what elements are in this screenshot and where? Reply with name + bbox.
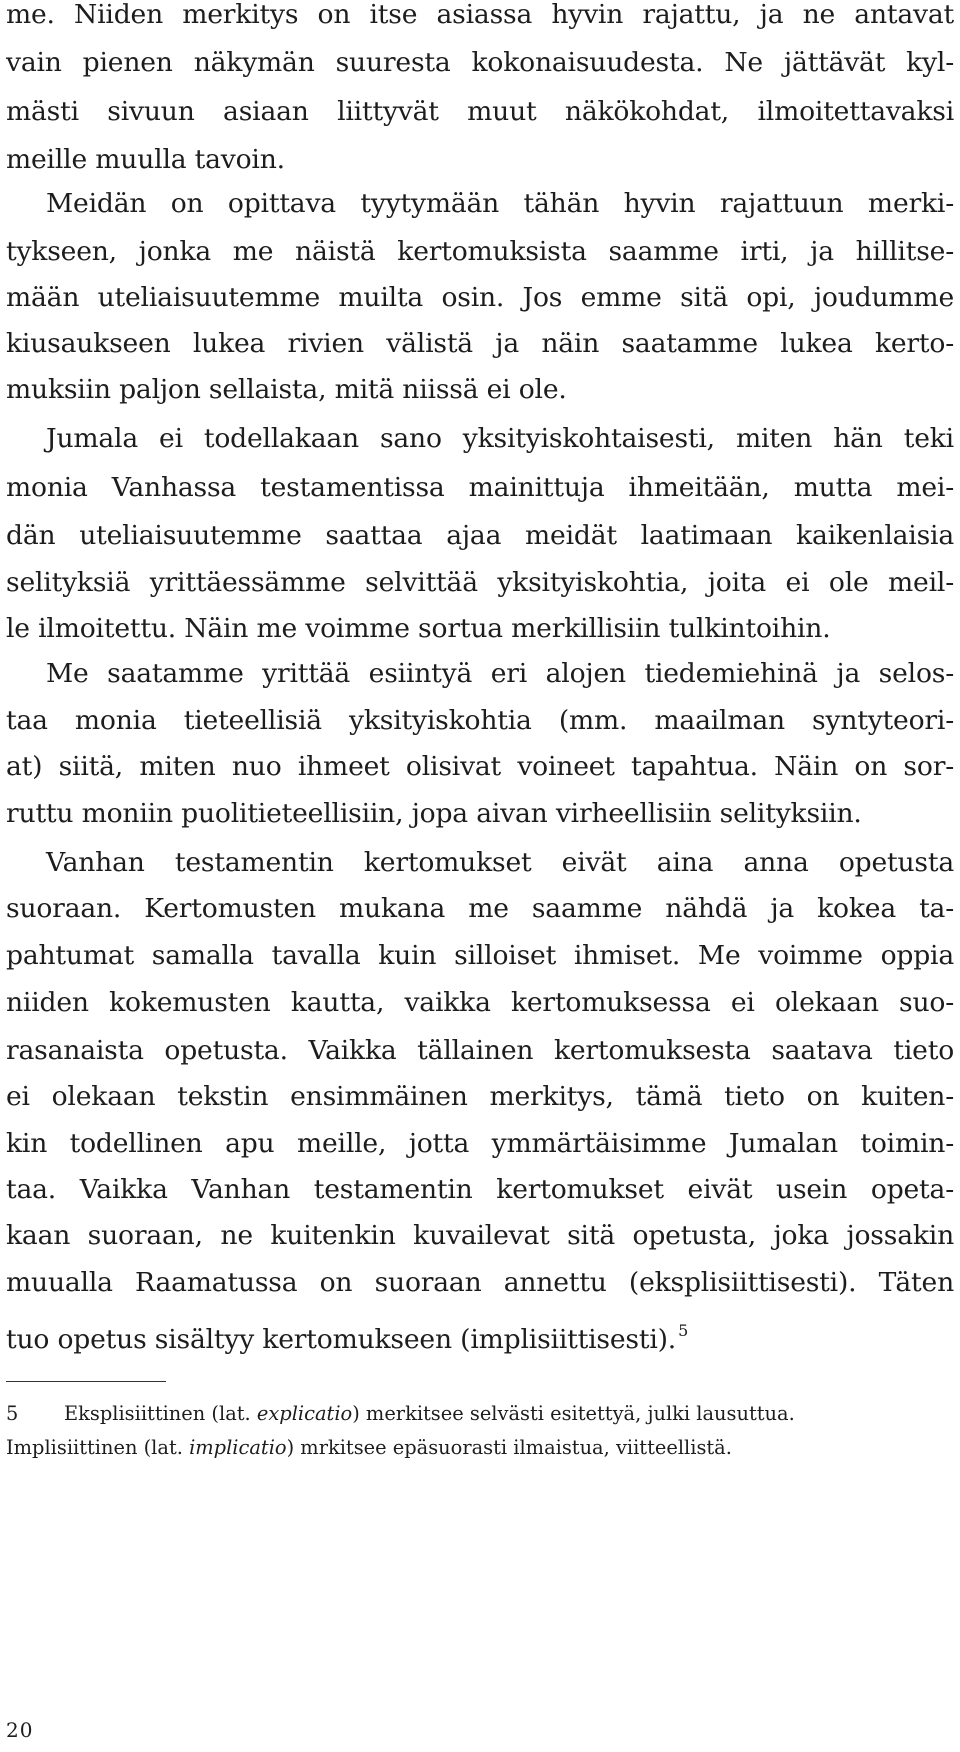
body-line: monia Vanhassa testamentissa mainittuja ihmeitään, mutta mei- (6, 472, 954, 503)
body-line: taa monia tieteellisiä yksityiskohtia (mm. maailman syntyteori- (6, 705, 954, 736)
body-line: ruttu moniin puolitieteellisiin, jopa aivan virheellisiin selityksiin. (6, 798, 862, 829)
body-line: selityksiä yrittäessämme selvittää yksityiskohtia, joita ei ole meil- (6, 567, 954, 598)
body-line: vain pienen näkymän suuresta kokonaisuudesta. Ne jättävät kyl- (6, 47, 954, 78)
footnote-text: Eksplisiittinen (lat. (64, 1402, 257, 1425)
body-line: le ilmoitettu. Näin me voimme sortua merkillisiin tulkintoihin. (6, 613, 831, 644)
body-line: tykseen, jonka me näistä kertomuksista saamme irti, ja hillitse- (6, 236, 954, 267)
body-line: me. Niiden merkitys on itse asiassa hyvin rajattu, ja ne antavat (6, 0, 954, 30)
footnote-number: 5 (6, 1402, 19, 1425)
body-line: muksiin paljon sellaista, mitä niissä ei ole. (6, 374, 567, 405)
body-line: Meidän on opittava tyytymään tähän hyvin rajattuun merki- (46, 188, 954, 219)
body-line: Jumala ei todellakaan sano yksityiskohtaisesti, miten hän teki (46, 423, 954, 454)
body-line: kiusaukseen lukea rivien välistä ja näin saatamme lukea kerto- (6, 328, 954, 359)
body-line: taa. Vaikka Vanhan testamentin kertomukset eivät usein opeta- (6, 1174, 954, 1205)
body-line: at) siitä, miten nuo ihmeet olisivat voineet tapahtua. Näin on sor- (6, 751, 954, 782)
footnote-text: Implisiittinen (lat. (6, 1436, 190, 1459)
body-line: pahtumat samalla tavalla kuin silloiset ihmiset. Me voimme oppia (6, 940, 954, 971)
page-number: 20 (6, 1718, 34, 1742)
footnote-term: implicatio (189, 1436, 287, 1459)
body-line: meille muulla tavoin. (6, 144, 285, 175)
body-line: dän uteliaisuutemme saattaa ajaa meidät laatimaan kaikenlaisia (6, 520, 954, 551)
footnote-text: ) mrkitsee epäsuorasti ilmaistua, viitteellistä. (286, 1436, 732, 1459)
body-line: Vanhan testamentin kertomukset eivät aina anna opetusta (46, 847, 954, 878)
footnote-text: ) merkitsee selvästi esitettyä, julki lausuttua. (352, 1402, 795, 1425)
footnote-reference: 5 (678, 1321, 689, 1340)
body-line: kin todellinen apu meille, jotta ymmärtäisimme Jumalan toimin- (6, 1128, 954, 1159)
body-line: mästi sivuun asiaan liittyvät muut näkökohdat, ilmoitettavaksi (6, 96, 954, 127)
body-line: kaan suoraan, ne kuitenkin kuvailevat sitä opetusta, joka jossakin (6, 1220, 954, 1251)
footnote (6, 1402, 954, 1426)
body-line: muualla Raamatussa on suoraan annettu (eksplisiittisesti). Täten (6, 1267, 954, 1298)
body-line: mään uteliaisuutemme muilta osin. Jos emme sitä opi, joudumme (6, 282, 954, 313)
footnote-divider (6, 1381, 166, 1382)
footnote-term: explicatio (256, 1402, 353, 1425)
footnote-continuation (6, 1436, 954, 1460)
body-line-text: tuo opetus sisältyy kertomukseen (implisiittisesti). (6, 1324, 677, 1355)
body-line-with-footnote-ref (6, 1316, 954, 1355)
body-line: ei olekaan tekstin ensimmäinen merkitys, tämä tieto on kuiten- (6, 1081, 954, 1112)
body-line: rasanaista opetusta. Vaikka tällainen kertomuksesta saatava tieto (6, 1035, 954, 1066)
body-line: Me saatamme yrittää esiintyä eri alojen tiedemiehinä ja selos- (46, 658, 954, 689)
body-line: niiden kokemusten kautta, vaikka kertomuksessa ei olekaan suo- (6, 987, 954, 1018)
body-line: suoraan. Kertomusten mukana me saamme nähdä ja kokea ta- (6, 893, 954, 924)
